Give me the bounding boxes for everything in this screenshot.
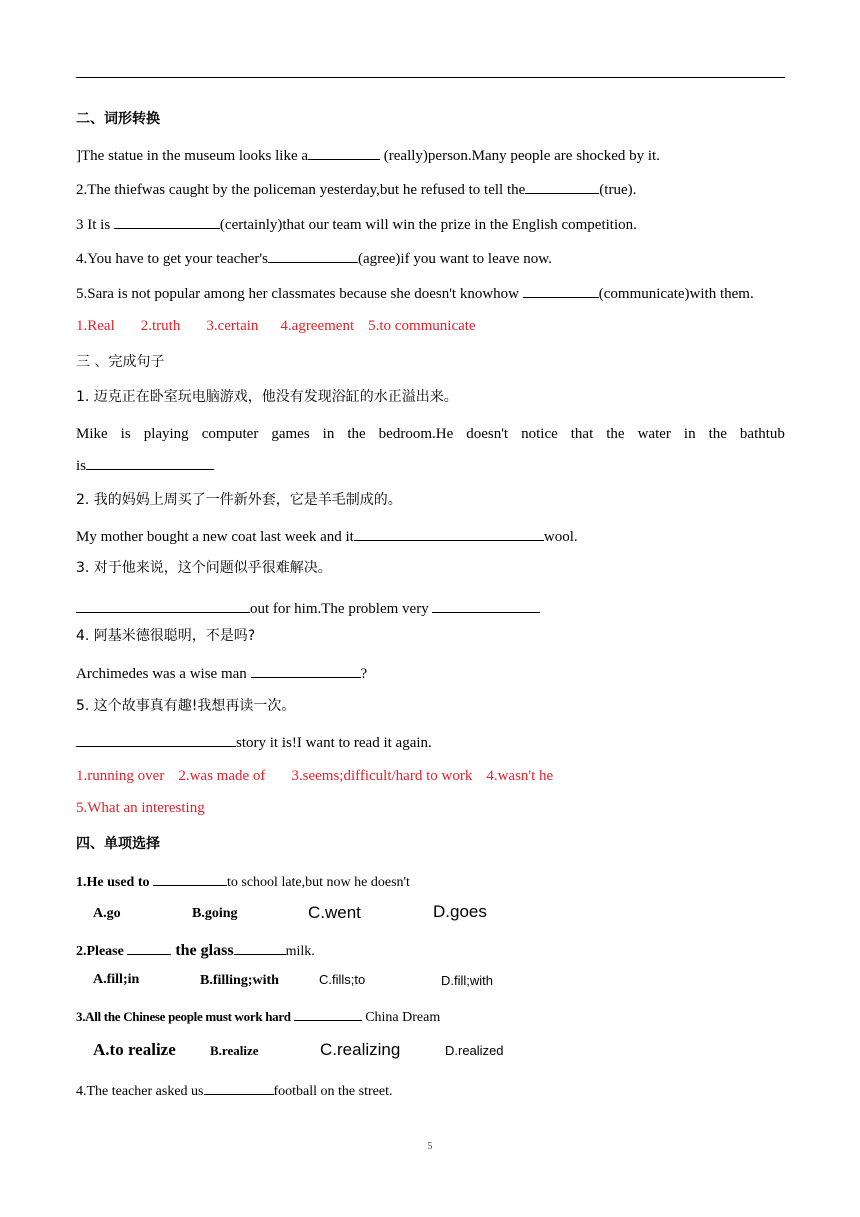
answer-blank [523, 283, 599, 298]
option-b: B.filling;with [200, 973, 279, 988]
chinese-prompt: 5. 这个故事真有趣!我想再读一次。 [76, 698, 296, 714]
question-line: 4.The teacher asked us football on the street. [76, 1080, 392, 1102]
option-d: D.fill;with [441, 973, 494, 988]
answer-key: 1.running over 2.was made of 3.seems;difficult/hard to work 4.wasn't he [76, 768, 554, 784]
section-title: 三 、完成句子 [76, 354, 165, 370]
option-a: A.fill;in [93, 972, 140, 987]
option-b: B.going [192, 906, 238, 921]
option-a: A.go [93, 906, 121, 921]
chinese-prompt: 2. 我的妈妈上周买了一件新外套，它是羊毛制成的。 [76, 492, 402, 508]
question-line: ]The statue in the museum looks like a (really)person.Many people are shocked by it. [76, 145, 660, 166]
answer-blank [127, 940, 171, 955]
answer-blank [308, 145, 380, 160]
option-b: B.realize [210, 1043, 259, 1058]
answer-blank [204, 1080, 274, 1095]
question-line: 5.Sara is not popular among her classmates because she doesn't knowhow (communicate)with them. [76, 283, 754, 304]
section-title: 四、单项选择 [76, 836, 160, 852]
answer-key: 1.Real 2.truth 3.certain 4.agreement 5.to communicate [76, 318, 476, 334]
option-d: D.realized [445, 1043, 504, 1058]
chinese-prompt: 4. 阿基米德很聪明，不是吗? [76, 628, 256, 644]
question-line: story it is!I want to read it again. [76, 732, 432, 753]
answer-blank [525, 179, 599, 194]
question-line: 3 It is (certainly)that our team will win the prize in the English competition. [76, 214, 637, 235]
page-number: 5 [427, 1141, 433, 1152]
answer-blank [76, 598, 250, 613]
option-d: D.goes [433, 902, 487, 921]
chinese-prompt: 1. 迈克正在卧室玩电脑游戏，他没有发现浴缸的水正溢出来。 [76, 389, 458, 405]
option-c: C.realizing [320, 1040, 401, 1059]
question-line: 4.You have to get your teacher's (agree)if you want to leave now. [76, 248, 552, 269]
question-line: out for him.The problem very [76, 598, 540, 619]
answer-blank [432, 598, 540, 613]
question-line: 2.The thiefwas caught by the policeman yesterday,but he refused to tell the (true). [76, 179, 636, 200]
question-line: 1.He used to to school late,but now he doesn't [76, 871, 410, 893]
option-a: A.to realize [93, 1040, 176, 1059]
chinese-prompt: 3. 对于他来说，这个问题似乎很难解决。 [76, 560, 332, 576]
answer-blank [268, 248, 358, 263]
answer-blank [294, 1006, 362, 1021]
answer-blank [251, 663, 361, 678]
question-line: 3.All the Chinese people must work hard China Dream [76, 1006, 440, 1028]
section-title: 二、词形转换 [76, 111, 160, 127]
header-rule [76, 77, 785, 78]
answer-blank [86, 455, 214, 470]
option-c: C.went [308, 903, 361, 922]
question-line: My mother bought a new coat last week and it wool. [76, 526, 578, 547]
question-line: is [76, 455, 214, 476]
answer-blank [114, 214, 220, 229]
question-line: Archimedes was a wise man ? [76, 663, 367, 684]
answer-blank [153, 871, 227, 886]
question-line: 2.Please the glass milk. [76, 942, 315, 959]
answer-key: 5.What an interesting [76, 800, 205, 816]
answer-blank [76, 732, 236, 747]
answer-blank [354, 526, 544, 541]
option-c: C.fills;to [319, 972, 366, 987]
question-line: Mike is playing computer games in the bedroom.He doesn't notice that the water in the bathtub [76, 426, 785, 442]
answer-blank [234, 940, 286, 955]
